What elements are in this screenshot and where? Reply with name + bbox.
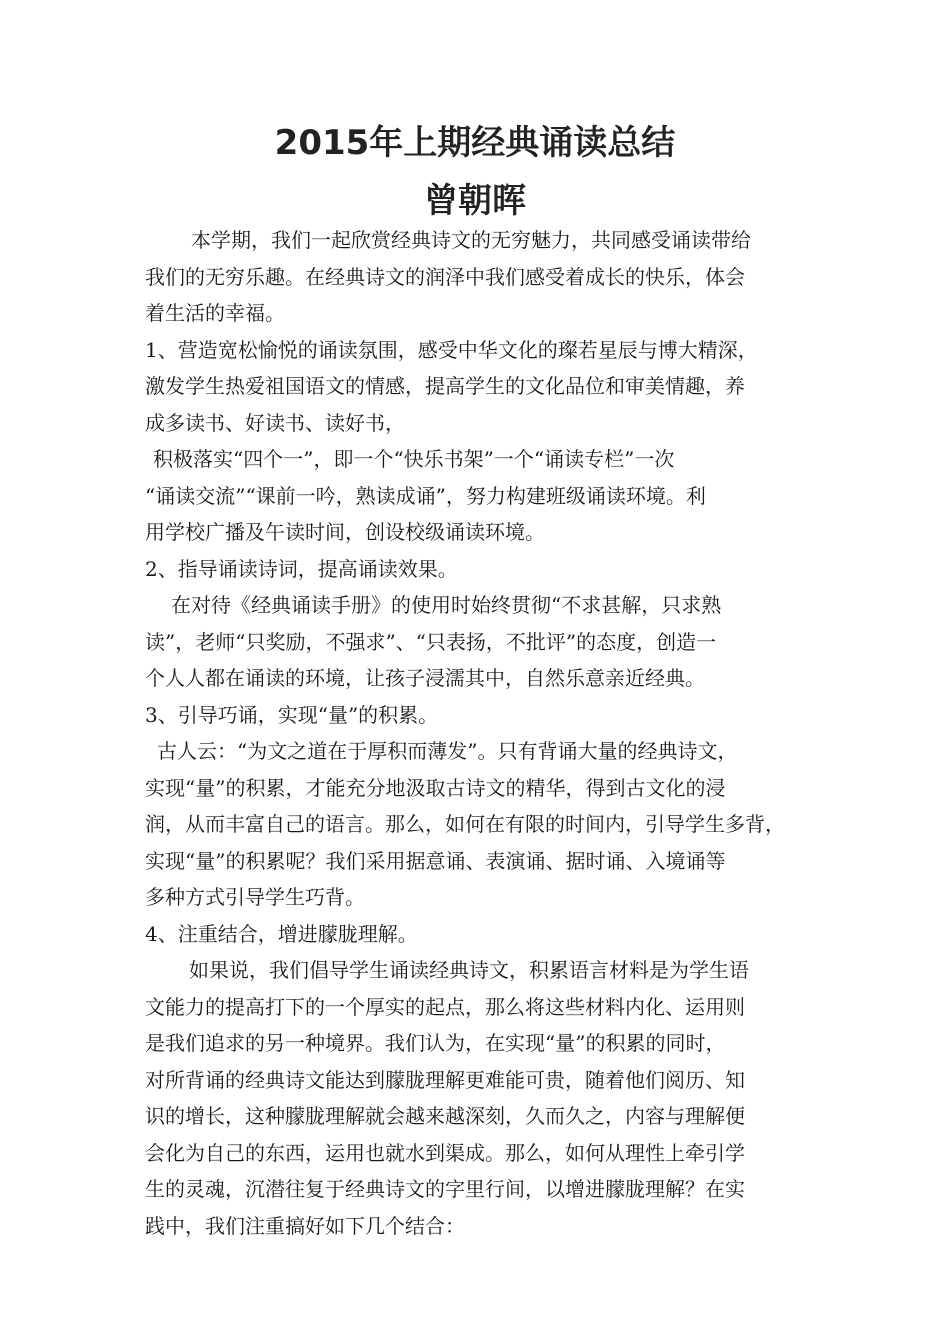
text-line: 实现“量”的积累，才能充分地汲取古诗文的精华，得到古文化的浸 [145, 775, 726, 800]
text-line: 生的灵魂，沉潜往复于经典诗文的字里行间，以增进朦胧理解？在实 [145, 1177, 745, 1201]
text-line: 古人云：“为文之道在于厚积而薄发”。只有背诵大量的经典诗文， [157, 739, 738, 763]
text-line: 践中，我们注重搞好如下几个结合： [145, 1213, 465, 1238]
text-line: 1、营造宽松愉悦的诵读氛围，感受中华文化的璨若星辰与博大精深， [145, 337, 758, 362]
text-line: 激发学生热爱祖国语文的情感，提高学生的文化品位和审美情趣，养 [145, 374, 745, 398]
text-line: 在对待《经典诵读手册》的使用时始终贯彻“不求甚解，只求熟 [171, 593, 722, 617]
text-line: 实现“量”的积累呢？我们采用据意诵、表演诵、据时诵、入境诵等 [145, 848, 726, 873]
text-line: 3、引导巧诵，实现“量”的积累。 [145, 702, 439, 727]
text-line: 4、注重结合，增进朦胧理解。 [145, 921, 418, 946]
document-title: 2015年上期经典诵读总结 [274, 123, 676, 163]
text-line: “诵读交流”“课前一吟，熟读成诵”，努力构建班级诵读环境。利 [145, 483, 706, 508]
text-line: 个人人都在诵读的环境，让孩子浸濡其中，自然乐意亲近经典。 [145, 666, 705, 690]
text-line: 读”，老师“只奖励，不强求”、“只表扬，不批评”的态度，创造一 [145, 629, 717, 654]
text-line: 是我们追求的另一种境界。我们认为，在实现“量”的积累的同时， [145, 1031, 726, 1055]
text-line: 本学期，我们一起欣赏经典诗文的无穷魅力，共同感受诵读带给 [191, 228, 751, 252]
document-author: 曾朝晖 [424, 181, 526, 221]
text-line: 成多读书、好读书、读好书， [145, 410, 405, 435]
text-line: 积极落实“四个一”，即一个“快乐书架”一个“诵读专栏”一次 [153, 447, 675, 471]
text-line: 对所背诵的经典诗文能达到朦胧理解更难能可贵，随着他们阅历、知 [145, 1067, 745, 1092]
text-line: 用学校广播及午读时间，创设校级诵读环境。 [145, 520, 545, 544]
text-line: 着生活的幸福。 [145, 301, 285, 325]
text-line: 我们的无穷乐趣。在经典诗文的润泽中我们感受着成长的快乐，体会 [145, 264, 745, 289]
text-line: 多种方式引导学生巧背。 [145, 885, 365, 909]
text-line: 润，从而丰富自己的语言。那么，如何在有限的时间内，引导学生多背， [145, 812, 785, 836]
document-body [145, 222, 815, 1244]
text-line: 识的增长，这种朦胧理解就会越来越深刻，久而久之，内容与理解便 [145, 1104, 745, 1128]
text-line: 如果说，我们倡导学生诵读经典诗文，积累语言材料是为学生语 [189, 958, 749, 982]
text-line: 会化为自己的东西，运用也就水到渠成。那么，如何从理性上牵引学 [145, 1140, 745, 1165]
text-line: 2、指导诵读诗词，提高诵读效果。 [145, 556, 458, 581]
text-line: 文能力的提高打下的一个厚实的起点，那么将这些材料内化、运用则 [145, 994, 745, 1019]
